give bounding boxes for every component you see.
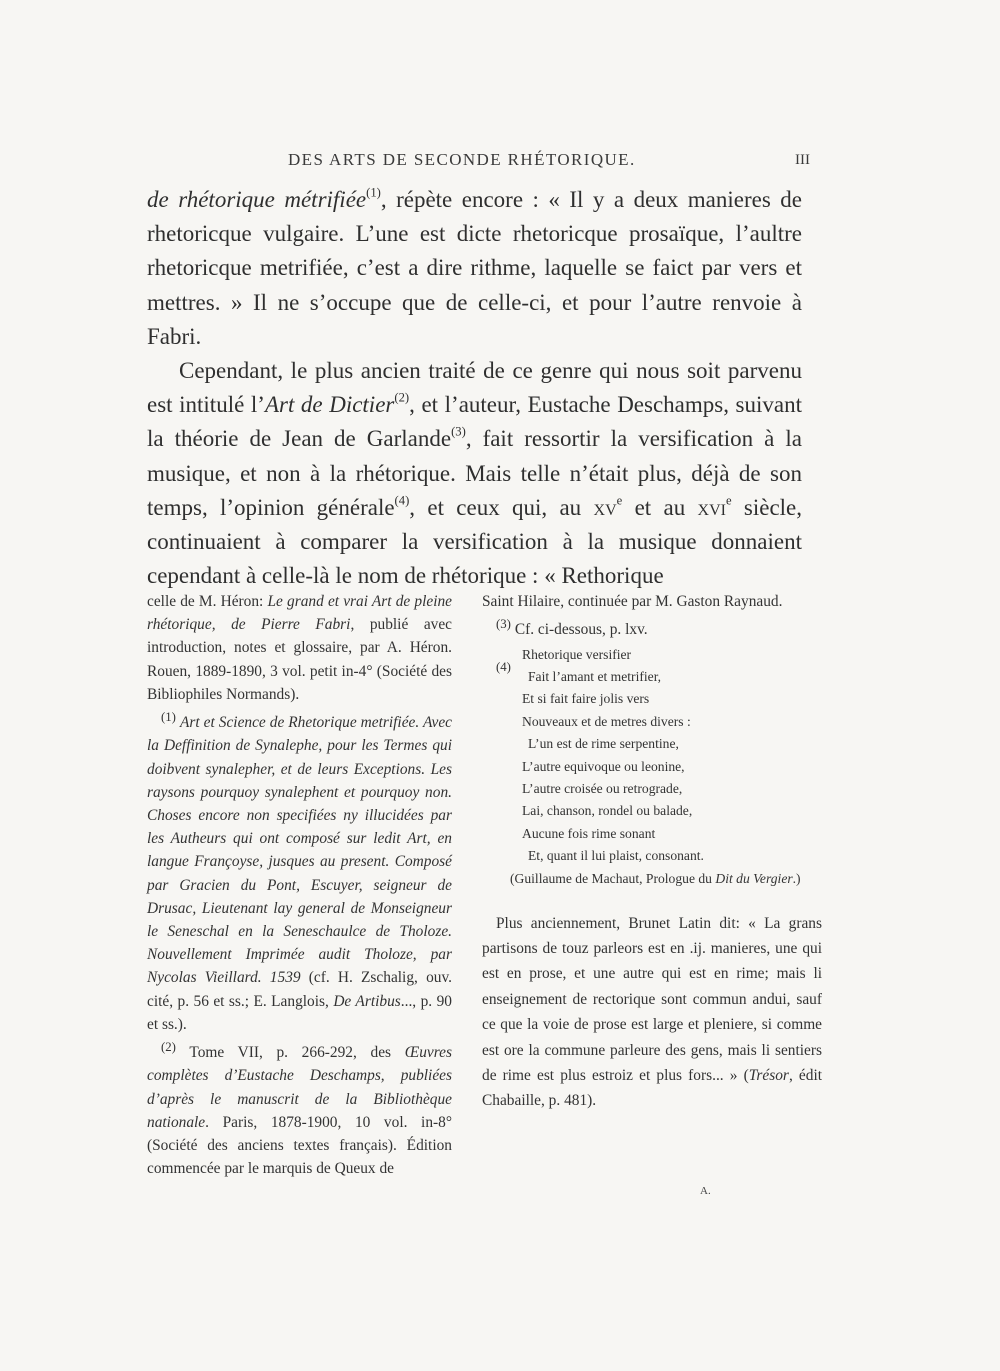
- poem-quote: [522, 644, 822, 868]
- footnotes-right-column: [482, 590, 822, 1114]
- italic-title: de rhétorique métrifiée: [147, 187, 367, 212]
- poem-line: Et, quant il lui plaist, consonant.: [528, 848, 704, 864]
- footnote-ref: (3): [451, 424, 466, 439]
- footnote-ref: (2): [394, 390, 410, 405]
- footnote-italic: Art et Science de Rhetorique metrifiée. Avec la Deffinition de Synalephe, pour les Termes qui doibvent synalepher, et de leurs Exceptions. Les raysons pourquoy synalephent et pourquoy non. Choses encore non specifiées ny illucidées par les Autheurs qui ont composé sur ledit Art, en langue Françoyse, jusques au present. Composé par Gracien du Pont, Escuyer, seigneur de Drusac, Lieutenant lay general de Monseigneur le Seneschal en la Seneschaulce de Tholoze. Nouvellement Imprimée audit Tholoze, par Nycolas Vieillard. 1539: [147, 714, 452, 987]
- poem-line: Nouveaux et de metres divers :: [522, 713, 691, 729]
- credit-italic: Dit du Vergier: [715, 870, 793, 886]
- century-numeral: xv: [593, 494, 617, 520]
- paragraph-text: Cependant, le plus ancien traité de ce genre qui nous soit parvenu est intitulé l’: [147, 358, 802, 418]
- page-number: III: [795, 152, 810, 168]
- footnote-italic: Le grand et vrai Art de pleine rhétorique, de Pierre Fabri: [147, 593, 453, 634]
- paragraph-text: siècle, continuaient à comparer la versification à la musique donnaient cependant à celle-là le nom de rhétorique : « Rethorique: [147, 494, 803, 589]
- footnote-italic: De Artibus: [333, 992, 401, 1010]
- footnote-number: (3): [496, 617, 511, 632]
- paragraph-text: , et ceux qui, au: [409, 494, 594, 520]
- century-suffix: e: [725, 493, 732, 508]
- footnote-text: Plus anciennement, Brunet Latin dit: « La grans partisons de touz parleors est en .ij. manieres, une qui est en prose, et une autre qui est en rime; mais li enseignement de rectorique sont commun andui, sauf ce que la voie de prose est large et pleniere, si comme est ore la commune parleure des gens, mais li sentiers de rime est plus estroiz et plus fors... » (: [482, 914, 822, 1085]
- signature-mark: A.: [700, 1185, 711, 1197]
- footnote-2: [147, 1036, 452, 1180]
- century-suffix: e: [616, 493, 623, 508]
- footnote-text: , édit Chabaille, p. 481).: [482, 1067, 822, 1110]
- paragraph-text: et au: [622, 494, 698, 520]
- footnote-ref: (4): [394, 493, 410, 508]
- main-paragraph-1: [147, 183, 802, 354]
- footnote-number: (2): [161, 1039, 176, 1054]
- italic-title: Art de Dictier: [264, 392, 395, 418]
- poem-line: Aucune fois rime sonant: [522, 825, 656, 841]
- footnote-continued: Saint Hilaire, continuée par M. Gaston Raynaud.: [482, 593, 783, 610]
- footnote-4: [482, 644, 822, 889]
- poem-line: Et si fait faire jolis vers: [522, 691, 650, 707]
- credit-text: (Guillaume de Machaut, Prologue du: [510, 870, 716, 886]
- footnotes-left-column: [147, 590, 452, 1180]
- footnote-text: , publié avec introduction, notes et glossaire, par A. Héron. Rouen, 1889-1890, 3 vol. petit in-4° (Société des Bibliophiles Normands).: [147, 616, 453, 703]
- poem-line: Fait l’amant et metrifier,: [528, 668, 662, 684]
- footnote-number: (4): [496, 659, 511, 674]
- footnote-text: celle de M. Héron:: [147, 593, 268, 610]
- footnote-italic: Trésor: [748, 1067, 789, 1085]
- latin-quote-paragraph: [482, 911, 822, 1114]
- paragraph-text: , répète encore : « Il y a deux manieres de rhetoricque vulgaire. L’une est dicte rhetoricque prosaïque, l’aultre rhetoricque metrifiée, c’est a dire rithme, laquelle se faict par vers et mettres. » Il ne s’occupe que de celle-ci, et pour l’autre renvoie à Fabri.: [147, 187, 802, 349]
- footnote-text: Tome VII, p. 266-292, des: [175, 1044, 405, 1062]
- footnote-text: . Paris, 1878-1900, 10 vol. in-8° (Société des anciens textes français). Édition commencée par le marquis de Queux de: [147, 1113, 452, 1178]
- poem-credit: [482, 868, 822, 889]
- century-numeral: xvi: [697, 494, 726, 520]
- footnote-text: ..., p. 90 et ss.).: [147, 992, 452, 1033]
- credit-text: .): [792, 870, 801, 886]
- paragraph-text: , et l’auteur, Eustache Deschamps, suivant la théorie de Jean de Garlande: [147, 392, 802, 452]
- paragraph-text: , fait ressortir la versification à la musique, et non à la rhétorique. Mais telle n’était plus, déjà de son temps, l’opinion générale: [147, 426, 802, 520]
- footnote-3: [482, 613, 822, 641]
- poem-line: L’un est de rime serpentine,: [528, 736, 679, 752]
- running-head-title: DES ARTS DE SECONDE RHÉTORIQUE.: [288, 150, 636, 169]
- main-text: [147, 183, 802, 593]
- poem-line: L’autre croisée ou retrograde,: [522, 780, 683, 796]
- footnote-number: (1): [161, 710, 176, 725]
- poem-line: Rhetorique versifier: [522, 646, 632, 662]
- footnote-continued: [147, 590, 452, 706]
- poem-line: Lai, chanson, rondel ou balade,: [522, 803, 693, 819]
- footnote-text: (cf. H. Zschalig, ouv. cité, p. 56 et ss.; E. Langlois,: [147, 969, 452, 1010]
- main-paragraph-2: [147, 354, 802, 593]
- footnote-text: Cf. ci-dessous, p. lxv.: [510, 621, 648, 639]
- footnote-1: [147, 706, 452, 1036]
- footnote-ref: (1): [366, 185, 381, 200]
- footnote-italic: Œuvres complètes d’Eustache Deschamps, publiées d’après le manuscrit de la Bibliothèque nationale: [147, 1044, 452, 1131]
- poem-line: L’autre equivoque ou leonine,: [522, 758, 685, 774]
